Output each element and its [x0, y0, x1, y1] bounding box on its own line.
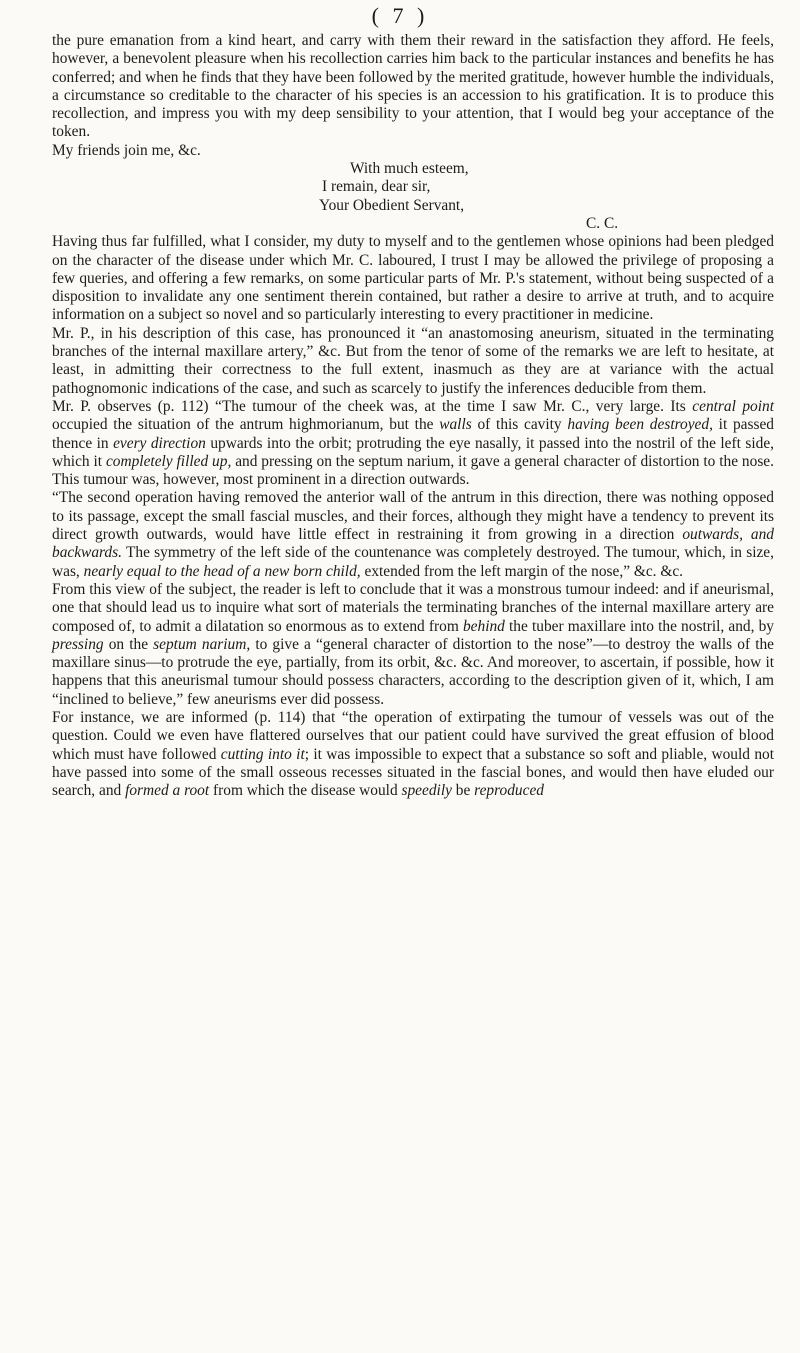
page-number: ( 7 )	[371, 3, 429, 28]
emphasis: every direction	[113, 434, 206, 452]
emphasis: speedily	[401, 782, 452, 800]
text-run: The symmetry of the left side of the countenance was completely destroyed. The tumour, which, in size, was,	[52, 544, 774, 580]
text-run: it passed thence in	[52, 416, 774, 452]
emphasis: pressing	[52, 635, 104, 653]
text-run: on the	[103, 635, 154, 653]
text-run: occupied the situation of the antrum highmorianum, but the	[52, 416, 440, 434]
body-paragraph	[52, 581, 774, 709]
text-run: of this cavity	[471, 416, 568, 434]
emphasis: having been destroyed,	[567, 416, 713, 434]
emphasis: completely filled up,	[105, 452, 232, 470]
emphasis: walls	[439, 416, 472, 434]
text-run: and pressing on the septum narium, it gave a general character of distortion to the nose. This tumour was, however, most prominent in a direction outwards.	[52, 452, 774, 489]
closing-esteem: With much esteem,	[350, 160, 469, 178]
letter-friends-line: My friends join me, &c.	[52, 141, 201, 159]
body-paragraph	[52, 489, 774, 580]
emphasis: central point	[692, 397, 774, 415]
text-run: extended from the left margin of the nose,” &c. &c.	[360, 562, 684, 580]
closing-servant: Your Obedient Servant,	[319, 196, 465, 214]
closing-initials: C. C.	[586, 214, 619, 232]
body-paragraph: Having thus far fulfilled, what I consider, my duty to myself and to the gentlemen whose opinions had been pledged on the character of the disease under which Mr. C. laboured, I trust I may be allowed the privilege of proposing a few queries, and offering a few remarks, on some particular parts of Mr. P.'s statement, without being suspected of a disposition to invalidate any one sentiment therein contained, but rather a desire to arrive at truth, and to acquire information on a subject so novel and so particularly interesting to every practitioner in medicine.	[52, 233, 774, 324]
body-paragraph	[52, 709, 774, 800]
emphasis: reproduced	[474, 782, 544, 800]
text-run: to give a “general character of distortion to the nose”—to destroy the walls of the maxillare sinus—to protrude the eye, partially, from its orbit, &c. &c. And moreover, to ascertain, if possible, how it happens that this aneurismal tumour should possess characters, according to the description given of it, which, I am “inclined to believe,” few aneurisms ever did possess.	[52, 635, 775, 708]
text-run: upwards into the orbit; protruding the eye nasally, it passed into the nostril of the left side, which it	[52, 434, 775, 470]
emphasis: cutting into it	[220, 745, 305, 763]
text-run: be	[451, 782, 475, 800]
page-text	[52, 32, 774, 800]
text-run: ; it was impossible to expect that a substance so soft and pliable, would not have passed into some of the small osseous recesses situated in the fascial bones, and would then have eluded our search, and	[52, 745, 774, 800]
emphasis: behind	[462, 617, 505, 635]
emphasis: nearly equal to the head of a new born child,	[83, 562, 361, 580]
emphasis: formed a root	[125, 782, 210, 800]
text-run: “The second operation having removed the anterior wall of the antrum in this direction, there was nothing opposed to its passage, except the small fascial muscles, and their forces, although they might have a tendency to prevent its direct growth outwards, would have little effect in restraining it from growing in a direction	[52, 489, 774, 544]
text-run: For instance, we are informed (p. 114) that “the operation of extirpating the tumour of vessels was out of the question. Could we even have flattered ourselves that our patient could have survived the great effusion of blood which must have followed	[52, 708, 774, 763]
body-paragraph: Mr. P., in his description of this case, has pronounced it “an anastomosing aneurism, situated in the terminating branches of the internal maxillare artery,” &c. But from the tenor of some of the remarks we are left to hesitate, at least, in admitting their correctness to the full extent, inasmuch as they are at variance with the actual pathognomonic indications of the case, and such as scarcely to justify the inferences deducible from them.	[52, 324, 774, 397]
emphasis: septum narium,	[153, 635, 251, 653]
text-run: the tuber maxillare into the nostril, and, by	[504, 617, 774, 635]
emphasis: outwards, and backwards.	[52, 526, 774, 562]
letter-paragraph: the pure emanation from a kind heart, and carry with them their reward in the satisfaction they afford. He feels, however, a benevolent pleasure when his recollection carries him back to the particular instances and benefits he has conferred; and when he finds that they have been followed by the merited gratitude, however humble the individuals, a circumstance so creditable to the character of his species is an accession to his gratification. It is to produce this recollection, and impress you with my deep sensibility to your attention, that I would beg your acceptance of the token.	[52, 32, 774, 141]
text-run: Mr. P. observes (p. 112) “The tumour of the cheek was, at the time I saw Mr. C., very large. Its	[52, 397, 693, 415]
text-run: From this view of the subject, the reader is left to conclude that it was a monstrous tumour indeed: and if aneurismal, one that should lead us to inquire what sort of materials the terminating branches of the internal maxillare artery are composed of, to admit a dilatation so enormous as to extend from	[52, 580, 774, 635]
body-paragraph	[52, 398, 774, 489]
text-run: from which the disease would	[209, 782, 402, 800]
closing-remain: I remain, dear sir,	[322, 178, 431, 196]
